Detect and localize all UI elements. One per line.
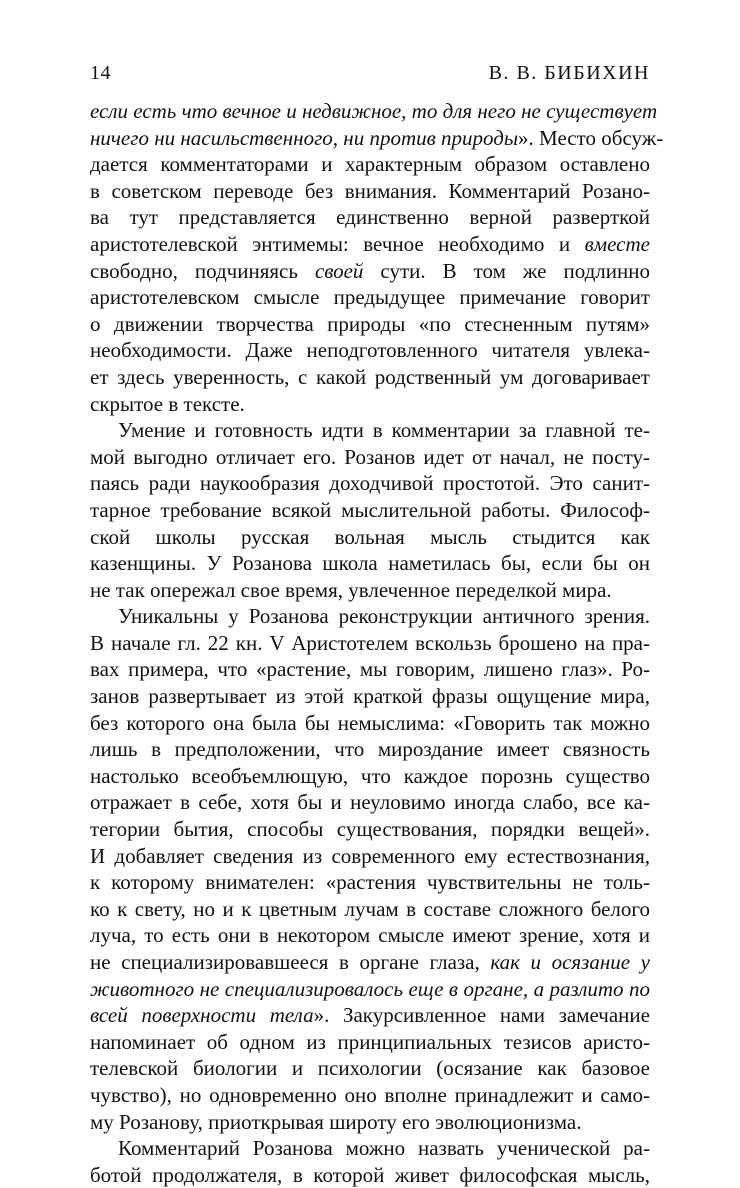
text-line	[90, 816, 650, 843]
text-line	[90, 976, 650, 1003]
paragraph	[90, 417, 650, 603]
text-line	[90, 470, 650, 497]
text-line	[90, 550, 650, 577]
text-segment: тарное требование всякой мыслительной работы. Философ-	[90, 497, 650, 522]
text-line	[90, 1029, 650, 1056]
italic-text: своей	[314, 258, 364, 283]
italic-text: вместе	[584, 231, 650, 256]
text-line	[90, 896, 650, 923]
text-line	[90, 577, 650, 604]
italic-text: как и осязание у	[490, 950, 650, 974]
text-segment: В начале гл. 22 кн. V Аристотелем вскользь брошено на пра-	[90, 630, 650, 655]
italic-text: животного не специализировалось еще в органе, а разлито по	[90, 976, 650, 1001]
text-segment: ». Место обсуж-	[518, 125, 664, 150]
text-segment: настолько всеобъемлющую, что каждое порознь существо	[90, 763, 650, 788]
text-line	[90, 178, 650, 205]
text-segment: аристотелевской энтимемы: вечное необходимо и	[90, 231, 585, 256]
text-segment: лишь в предположении, что мироздание имеет связность	[90, 737, 650, 762]
text-segment: не специализировавшееся в органе глаза,	[90, 950, 491, 974]
paragraph	[90, 603, 650, 1135]
text-segment: ко к свету, но и к цветным лучам в составе сложного белого	[90, 896, 650, 921]
text-segment: телевской биологии и психологии (осязание как базовое	[90, 1056, 650, 1081]
text-segment: напоминает об одном из принципиальных тезисов аристо-	[90, 1029, 650, 1054]
text-line	[90, 789, 650, 816]
text-segment: аристотелевском смысле предыдущее примечание говорит	[90, 285, 650, 310]
text-segment: ботой продолжателя, в которой живет философская мысль,	[90, 1162, 650, 1187]
text-line	[90, 151, 650, 178]
page-number: 14	[90, 62, 111, 84]
text-line	[90, 656, 650, 683]
text-line	[90, 231, 650, 258]
text-segment: ». Закурсивленное нами замечание	[313, 1003, 650, 1028]
text-segment: ской школы русская вольная мысль стыдится как	[90, 524, 650, 549]
text-segment: чувство), но одновременно оно вполне принадлежит и само-	[90, 1082, 650, 1107]
text-line	[90, 1109, 650, 1136]
text-line	[90, 364, 650, 391]
text-segment: тегории бытия, способы существования, порядки вещей».	[90, 817, 650, 842]
text-segment: Комментарий Розанова можно назвать ученической ра-	[118, 1136, 650, 1161]
text-segment: ет здесь уверенность, с какой родственный ум договаривает	[90, 364, 650, 389]
text-segment: в советском переводе без внимания. Комментарий Розано-	[90, 178, 650, 203]
text-line	[90, 391, 650, 418]
text-segment: отражает в себе, хотя бы и неуловимо иногда слабо, все ка-	[90, 790, 650, 815]
text-segment: ва тут представляется единственно верной разверткой	[90, 205, 650, 230]
text-line	[90, 125, 664, 152]
italic-text: ничего ни насильственного, ни против природы	[90, 125, 519, 150]
text-line	[90, 98, 658, 125]
text-segment: свободно, подчиняясь	[90, 258, 315, 283]
text-segment: скрытое в тексте.	[90, 391, 245, 416]
text-segment: не так опережал свое время, увлеченное переделкой мира.	[90, 577, 612, 602]
paragraph	[90, 98, 664, 417]
text-line	[90, 949, 650, 976]
text-line	[90, 922, 650, 949]
paragraph	[90, 1135, 650, 1188]
text-line	[90, 204, 650, 231]
text-line	[90, 284, 650, 311]
text-segment: паясь ради наукообразия доходчивой простотой. Это санит-	[90, 471, 650, 496]
text-segment: о движении творчества природы «по стесненным путям»	[90, 311, 650, 336]
text-line	[90, 763, 650, 790]
text-line	[90, 1162, 650, 1188]
text-line	[90, 1055, 650, 1082]
text-line	[90, 497, 650, 524]
text-segment: сути. В том же подлинно	[363, 258, 651, 283]
text-line	[90, 337, 650, 364]
text-line	[90, 1002, 650, 1029]
italic-text: всей поверхности тела	[90, 1003, 314, 1028]
text-segment: му Розанову, приоткрывая широту его эволюционизма.	[90, 1109, 582, 1134]
text-segment: мой выгодно отличает его. Розанов идет от начал, не посту-	[90, 444, 650, 469]
text-line	[90, 843, 650, 870]
text-line	[90, 1135, 650, 1162]
text-segment: занов развертывает из этой краткой фразы ощущение мира,	[90, 684, 650, 709]
text-segment: Умение и готовность идти в комментарии за главной те-	[118, 418, 650, 443]
running-head	[90, 62, 650, 98]
text-segment: дается комментаторами и характерным образом оставлено	[90, 152, 650, 177]
text-line	[90, 683, 650, 710]
text-segment: без которого она была бы немыслима: «Говорить так можно	[90, 710, 650, 735]
text-segment: казенщины. У Розанова школа наметилась бы, если бы он	[90, 551, 650, 576]
text-line	[90, 603, 650, 630]
text-line	[90, 417, 650, 444]
text-segment: вах примера, что «растение, мы говорим, лишено глаз». Ро-	[90, 657, 650, 682]
text-line	[90, 311, 650, 338]
text-line	[90, 444, 650, 471]
italic-text: если есть что вечное и недвижное, то для него не существует	[90, 99, 658, 123]
text-segment: Уникальны у Розанова реконструкции античного зрения.	[118, 604, 650, 629]
text-segment: к которому внимателен: «растения чувствительны не толь-	[90, 870, 650, 895]
text-line	[90, 710, 650, 737]
text-segment: необходимости. Даже неподготовленного читателя увлека-	[90, 338, 650, 363]
text-segment: И добавляет сведения из современного ему естествознания,	[90, 843, 650, 868]
text-line	[90, 258, 650, 285]
text-line	[90, 869, 650, 896]
text-line	[90, 1082, 650, 1109]
text-line	[90, 630, 650, 657]
text-line	[90, 524, 650, 551]
running-head-author: В. В. БИБИХИН	[488, 62, 650, 84]
book-page	[90, 62, 664, 1188]
text-segment: луча, то есть они в некотором смысле имеют зрение, хотя и	[90, 923, 650, 948]
text-line	[90, 736, 650, 763]
body-text	[90, 98, 664, 1188]
